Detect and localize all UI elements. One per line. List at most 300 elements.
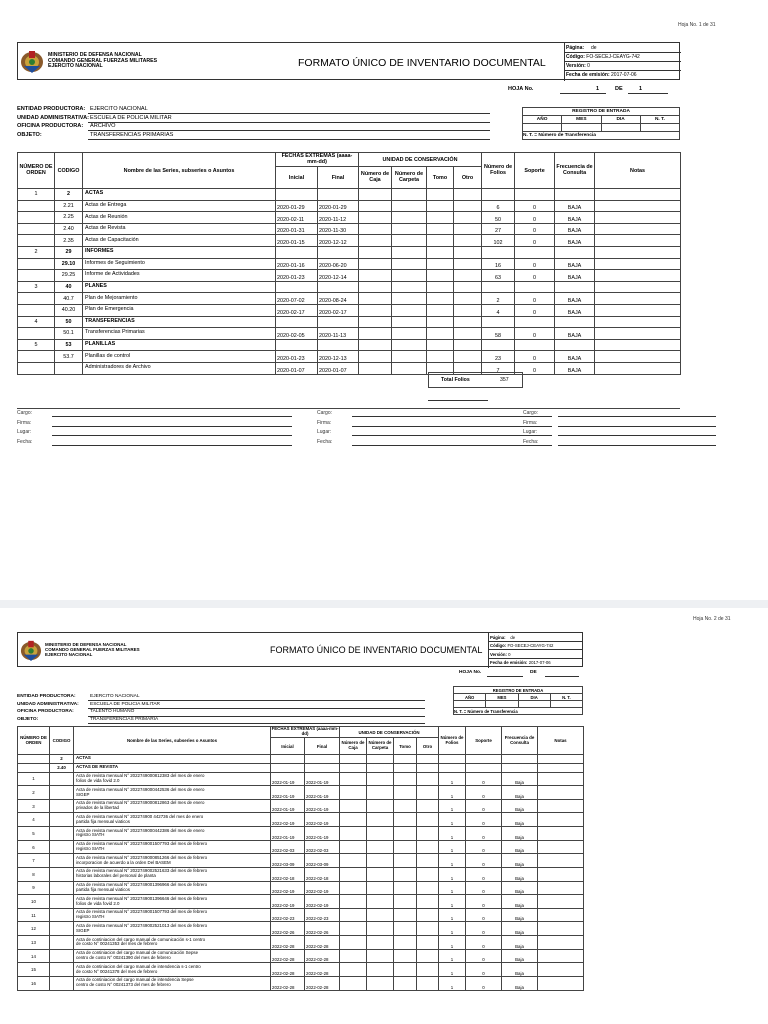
unit-cell: [340, 936, 367, 950]
column-header: Número de Caja: [340, 738, 367, 755]
order-number: 5: [18, 827, 50, 841]
order-number: 2: [18, 786, 50, 800]
series-name-line: Acta de continiacion del cargo manual de intendencia s-1 centro: [76, 963, 201, 969]
column-header: Notas: [538, 727, 584, 755]
unit-cell: [340, 799, 367, 813]
series-name-line: Plan de Emergencia: [85, 306, 134, 313]
meta-value: ESCUELA DE POLICIA MILITAR: [90, 114, 172, 121]
frequency: BAJA: [555, 304, 595, 316]
series-name: [74, 799, 271, 813]
unit-cell: [454, 258, 482, 270]
page-counter: Hoja No. 1 de 31: [678, 22, 716, 28]
signature-label: Fecha:: [17, 438, 33, 445]
unit-cell: [427, 223, 454, 235]
folios-count: [439, 763, 466, 772]
table-row: [18, 246, 681, 258]
series-name-line: Actas de Revista: [85, 225, 126, 232]
frequency: Baja: [502, 936, 538, 950]
unit-cell: [359, 304, 392, 316]
unit-cell: [359, 339, 392, 351]
signature-label: Lugar:: [317, 429, 332, 435]
column-header: Final: [318, 167, 359, 189]
column-header: Tomo: [394, 738, 417, 755]
date-start: 2022-02-19: [271, 813, 305, 827]
unit-cell: [392, 304, 427, 316]
notes-cell: [595, 351, 681, 363]
series-name-line: Planillas de control: [85, 352, 131, 359]
order-number: 16: [18, 976, 50, 990]
date-end: 2022-02-18: [305, 867, 340, 881]
date-end: 2020-12-14: [318, 270, 359, 282]
unit-cell: [394, 813, 417, 827]
unit-cell: [454, 293, 482, 305]
column-header: Notas: [595, 153, 681, 189]
column-header: Otro: [454, 167, 482, 189]
unit-cell: [340, 949, 367, 963]
date-start: 2020-02-11: [276, 212, 318, 224]
series-name-line: Administradores de Archivo: [85, 364, 151, 371]
frequency: [555, 339, 595, 351]
unit-cell: [340, 827, 367, 841]
series-code: [50, 813, 74, 827]
unit-cell: [394, 881, 417, 895]
column-header: FECHAS EXTREMAS (aaaa-mm-dd): [271, 726, 339, 736]
unit-cell: [427, 316, 454, 328]
unit-cell: [394, 936, 417, 950]
registro-col: DIA: [518, 694, 550, 701]
series-name-line: Actas de Capacitación: [85, 236, 139, 243]
series-name: [74, 755, 271, 764]
series-name: [74, 786, 271, 800]
date-end: 2022-01-19: [305, 786, 340, 800]
frequency: [502, 763, 538, 772]
unit-cell: [340, 867, 367, 881]
unit-cell: [392, 212, 427, 224]
unit-cell: [394, 867, 417, 881]
order-number: 15: [18, 963, 50, 977]
table-row: [18, 763, 584, 772]
series-name-line: PLANILLAS: [85, 341, 116, 348]
unit-cell: [392, 258, 427, 270]
frequency: [555, 189, 595, 201]
frequency: BAJA: [555, 223, 595, 235]
column-header: Soporte: [466, 727, 502, 755]
series-name: [83, 212, 276, 224]
order-number: 9: [18, 881, 50, 895]
series-name-line: registro SIATH: [76, 914, 105, 920]
series-name: [83, 304, 276, 316]
date-start: 2022-02-19: [271, 895, 305, 909]
unit-cell: [367, 763, 394, 772]
table-row: [18, 339, 681, 351]
date-end: 2022-02-28: [305, 976, 340, 990]
date-start: 2022-02-28: [271, 949, 305, 963]
unit-cell: [392, 316, 427, 328]
notes-cell: [595, 235, 681, 247]
series-code: [50, 827, 74, 841]
series-name-line: Acta de continiacion del cargo manual de intendencia Sepse: [76, 977, 194, 983]
series-code: [50, 922, 74, 936]
series-name-line: incorporacion de acuerdo a la orden Del BASEM: [76, 859, 171, 865]
table-row: [18, 827, 584, 841]
date-start: 2022-02-26: [271, 922, 305, 936]
form-header: [17, 632, 583, 667]
folios-count: 1: [439, 813, 466, 827]
series-name: [83, 200, 276, 212]
order-number: 1: [18, 189, 55, 201]
frequency: Baja: [502, 963, 538, 977]
notes-cell: [538, 895, 584, 909]
date-start: [276, 316, 318, 328]
unit-cell: [340, 895, 367, 909]
unit-cell: [367, 976, 394, 990]
frequency: Baja: [502, 799, 538, 813]
series-name-line: Acta de revista mensual N° 2022749002521013 del mes de febrero: [76, 922, 208, 928]
series-code: 2.21: [55, 200, 83, 212]
date-start: 2020-01-29: [276, 200, 318, 212]
folios-count: 1: [439, 772, 466, 786]
column-header: Soporte: [515, 153, 555, 189]
support: 0: [466, 936, 502, 950]
support: 0: [466, 908, 502, 922]
unit-cell: [359, 281, 392, 293]
series-name: [74, 936, 271, 950]
frequency: Baja: [502, 813, 538, 827]
notes-cell: [538, 881, 584, 895]
series-name-line: Acta de revista mensual N° 2022749001507793 del mes de febrero: [76, 841, 208, 847]
unit-cell: [359, 316, 392, 328]
folios-count: [482, 316, 515, 328]
date-end: 2020-06-20: [318, 258, 359, 270]
unit-cell: [427, 270, 454, 282]
series-name-line: ACTAS DE REVISTA: [76, 764, 119, 770]
unit-cell: [392, 293, 427, 305]
series-name-line: de costo N° 00241353 del mes de febrero: [76, 941, 158, 947]
frequency: Baja: [502, 827, 538, 841]
folios-count: 1: [439, 840, 466, 854]
series-name: [74, 949, 271, 963]
date-start: 2022-02-18: [271, 867, 305, 881]
date-start: [271, 755, 305, 764]
date-end: 2022-03-09: [305, 854, 340, 868]
series-name: [83, 316, 276, 328]
frequency: Baja: [502, 854, 538, 868]
series-name-line: ACTAS: [85, 190, 104, 197]
date-start: 2022-01-19: [271, 799, 305, 813]
series-name-line: Actas de Reunión: [85, 213, 128, 220]
unit-cell: [359, 212, 392, 224]
table-row: [18, 949, 584, 963]
table-row: [18, 976, 584, 990]
unit-cell: [454, 246, 482, 258]
series-name: [74, 827, 271, 841]
meta-value: TRANSFERENCIAS PRIMARIAS: [90, 131, 174, 138]
unit-cell: [394, 963, 417, 977]
folios-count: 23: [482, 351, 515, 363]
unit-cell: [367, 936, 394, 950]
date-end: 2020-12-12: [318, 235, 359, 247]
series-name-line: partida fija mensual viaticos: [76, 886, 130, 892]
unit-cell: [454, 223, 482, 235]
series-code: 29: [55, 246, 83, 258]
frequency: Baja: [502, 895, 538, 909]
unit-cell: [340, 976, 367, 990]
notes-cell: [595, 189, 681, 201]
date-end: 2022-01-19: [305, 799, 340, 813]
order-number: 4: [18, 316, 55, 328]
unit-cell: [427, 351, 454, 363]
unit-cell: [340, 813, 367, 827]
table-row: [18, 304, 681, 316]
order-number: [18, 200, 55, 212]
series-name-line: historias laborales del personal de planta: [76, 873, 156, 879]
unit-cell: [417, 949, 439, 963]
folios-count: 1: [439, 963, 466, 977]
unit-cell: [392, 339, 427, 351]
frequency: Baja: [502, 908, 538, 922]
frequency: BAJA: [555, 270, 595, 282]
folios-count: 1: [439, 786, 466, 800]
inventory-sheet-2: [0, 608, 768, 1024]
inventory-table: [17, 152, 681, 375]
notes-cell: [538, 755, 584, 764]
table-row: [18, 223, 681, 235]
series-name-line: Informe de Actividades: [85, 271, 140, 278]
folios-count: 27: [482, 223, 515, 235]
army-crest-icon: [20, 638, 42, 667]
series-name: [83, 223, 276, 235]
notes-cell: [538, 854, 584, 868]
frequency: BAJA: [555, 362, 595, 374]
registro-col: AÑO: [454, 694, 486, 701]
date-start: 2022-01-19: [271, 786, 305, 800]
column-header: Número de Caja: [359, 167, 392, 189]
support: 0: [466, 895, 502, 909]
frequency: BAJA: [555, 200, 595, 212]
frequency: Baja: [502, 786, 538, 800]
table-row: [18, 867, 584, 881]
series-name: [74, 854, 271, 868]
series-name: [83, 351, 276, 363]
date-start: 2022-02-03: [271, 840, 305, 854]
notes-cell: [595, 223, 681, 235]
folios-count: 1: [439, 867, 466, 881]
date-end: [318, 246, 359, 258]
series-name-line: INFORMES: [85, 248, 114, 255]
registro-entrada: [453, 686, 583, 715]
notes-cell: [538, 976, 584, 990]
frequency: Baja: [502, 840, 538, 854]
unit-cell: [359, 200, 392, 212]
meta-label: ENTIDAD PRODUCTORA:: [17, 106, 86, 112]
notes-cell: [538, 772, 584, 786]
support: 0: [466, 827, 502, 841]
table-row: [18, 895, 584, 909]
org-name: MINISTERIO DE DEFENSA NACIONAL COMANDO GENERAL FUERZAS MILITARES EJERCITO NACIONAL: [48, 52, 158, 70]
unit-cell: [340, 881, 367, 895]
unit-cell: [359, 223, 392, 235]
series-name-line: Acta de revista mensual N° 202274900 442736 del mes de enero: [76, 813, 204, 819]
folios-count: [482, 246, 515, 258]
total-folios-value: 357: [500, 377, 509, 383]
notes-cell: [595, 339, 681, 351]
order-number: [18, 223, 55, 235]
unit-cell: [340, 763, 367, 772]
signature-label: Cargo:: [523, 410, 539, 416]
date-start: 2022-02-23: [271, 908, 305, 922]
order-number: [18, 258, 55, 270]
unit-cell: [340, 922, 367, 936]
series-name-line: Acta de revista mensual N° 2022749001396646 del mes de febrero: [76, 895, 208, 901]
support: 0: [515, 362, 555, 374]
unit-cell: [392, 328, 427, 340]
folios-count: [482, 339, 515, 351]
series-name-line: Plan de Mejoramiento: [85, 294, 138, 301]
registro-col: MES: [562, 116, 601, 124]
order-number: 6: [18, 840, 50, 854]
registro-title: REGISTRO DE ENTRADA: [454, 687, 583, 694]
series-code: 2: [55, 189, 83, 201]
support: [515, 339, 555, 351]
series-code: [50, 854, 74, 868]
notes-cell: [595, 212, 681, 224]
date-end: 2020-01-07: [318, 362, 359, 374]
registro-note: N. T. = Número de Transferencia: [523, 132, 680, 140]
unit-cell: [417, 895, 439, 909]
unit-cell: [427, 189, 454, 201]
unit-cell: [367, 755, 394, 764]
support: 0: [515, 258, 555, 270]
series-name: [83, 258, 276, 270]
series-code: [50, 881, 74, 895]
unit-cell: [359, 362, 392, 374]
unit-cell: [427, 246, 454, 258]
column-header: NÚMERO DE ORDEN: [18, 727, 50, 755]
notes-cell: [538, 922, 584, 936]
registro-note: N. T. = Número de Transferencia: [454, 708, 583, 715]
table-row: [18, 270, 681, 282]
series-name-line: Acta de revista mensual N° 2022749001396966 del mes de febrero: [76, 882, 208, 888]
support: 0: [466, 772, 502, 786]
signature-label: Firma:: [317, 419, 332, 426]
order-number: [18, 351, 55, 363]
series-name-line: Acta de revista mensual N° 2022749000851266 del mes de febrero: [76, 854, 208, 860]
registro-col: N. T.: [640, 116, 679, 124]
table-row: [18, 235, 681, 247]
frequency: Baja: [502, 922, 538, 936]
form-header: [17, 42, 680, 80]
series-name-line: folios de vida fovid 2.0: [76, 777, 120, 783]
unit-cell: [454, 281, 482, 293]
series-code: 2: [50, 755, 74, 764]
column-header: FECHAS EXTREMAS (aaaa-mm-dd): [276, 153, 359, 167]
table-row: [18, 786, 584, 800]
registro-col: AÑO: [523, 116, 562, 124]
unit-cell: [367, 949, 394, 963]
column-header: Final: [305, 738, 340, 755]
folios-count: [439, 755, 466, 764]
unit-cell: [394, 786, 417, 800]
series-name: [74, 772, 271, 786]
series-code: 53: [55, 339, 83, 351]
date-start: [276, 246, 318, 258]
unit-cell: [394, 922, 417, 936]
support: [466, 763, 502, 772]
series-code: 40.7: [55, 293, 83, 305]
unit-cell: [417, 854, 439, 868]
series-name: [83, 328, 276, 340]
date-end: 2020-11-30: [318, 223, 359, 235]
frequency: BAJA: [555, 235, 595, 247]
folios-count: 1: [439, 799, 466, 813]
column-header: CODIGO: [50, 727, 74, 755]
folios-count: 1: [439, 936, 466, 950]
unit-cell: [394, 854, 417, 868]
unit-cell: [367, 867, 394, 881]
meta-label: ENTIDAD PRODUCTORA:: [17, 694, 76, 699]
unit-cell: [454, 316, 482, 328]
table-row: [18, 772, 584, 786]
date-end: 2022-02-03: [305, 840, 340, 854]
frequency: BAJA: [555, 328, 595, 340]
date-start: [276, 189, 318, 201]
unit-cell: [454, 339, 482, 351]
meta-value: EJERCITO NACIONAL: [90, 106, 148, 112]
series-name-line: PLANES: [85, 283, 107, 290]
meta-label: OFICINA PRODUCTORA:: [17, 123, 84, 130]
unit-cell: [417, 786, 439, 800]
unit-cell: [367, 799, 394, 813]
notes-cell: [538, 813, 584, 827]
unit-cell: [427, 200, 454, 212]
order-number: [18, 270, 55, 282]
registro-col: MES: [486, 694, 518, 701]
date-end: 2020-11-12: [318, 212, 359, 224]
unit-cell: [394, 908, 417, 922]
series-code: [55, 362, 83, 374]
unit-cell: [454, 235, 482, 247]
notes-cell: [538, 763, 584, 772]
meta-label: OFICINA PRODUCTORA:: [17, 709, 74, 715]
folios-count: 1: [439, 949, 466, 963]
unit-cell: [340, 755, 367, 764]
date-start: 2020-01-23: [276, 270, 318, 282]
series-name: [74, 867, 271, 881]
support: 0: [466, 799, 502, 813]
series-name-line: SIGEP: [76, 791, 90, 797]
order-number: [18, 293, 55, 305]
column-header: Frecuencia de Consulta: [555, 153, 595, 189]
unit-cell: [340, 908, 367, 922]
frequency: BAJA: [555, 258, 595, 270]
notes-cell: [538, 908, 584, 922]
table-row: [18, 799, 584, 813]
support: 0: [515, 328, 555, 340]
column-header: NÚMERO DE ORDEN: [18, 153, 55, 189]
date-start: 2022-02-28: [271, 976, 305, 990]
date-end: [318, 339, 359, 351]
hoja-de-label: DE: [615, 86, 623, 92]
frequency: BAJA: [555, 351, 595, 363]
series-name: [74, 813, 271, 827]
unit-cell: [454, 328, 482, 340]
unit-cell: [340, 786, 367, 800]
table-row: [18, 293, 681, 305]
series-name-line: Acta de revista mensual N° 2022749000442386 del mes de enero: [76, 827, 205, 833]
column-header: UNIDAD DE CONSERVACIÓN: [340, 727, 439, 738]
series-name-line: registro SIATH: [76, 846, 105, 852]
series-name: [83, 235, 276, 247]
